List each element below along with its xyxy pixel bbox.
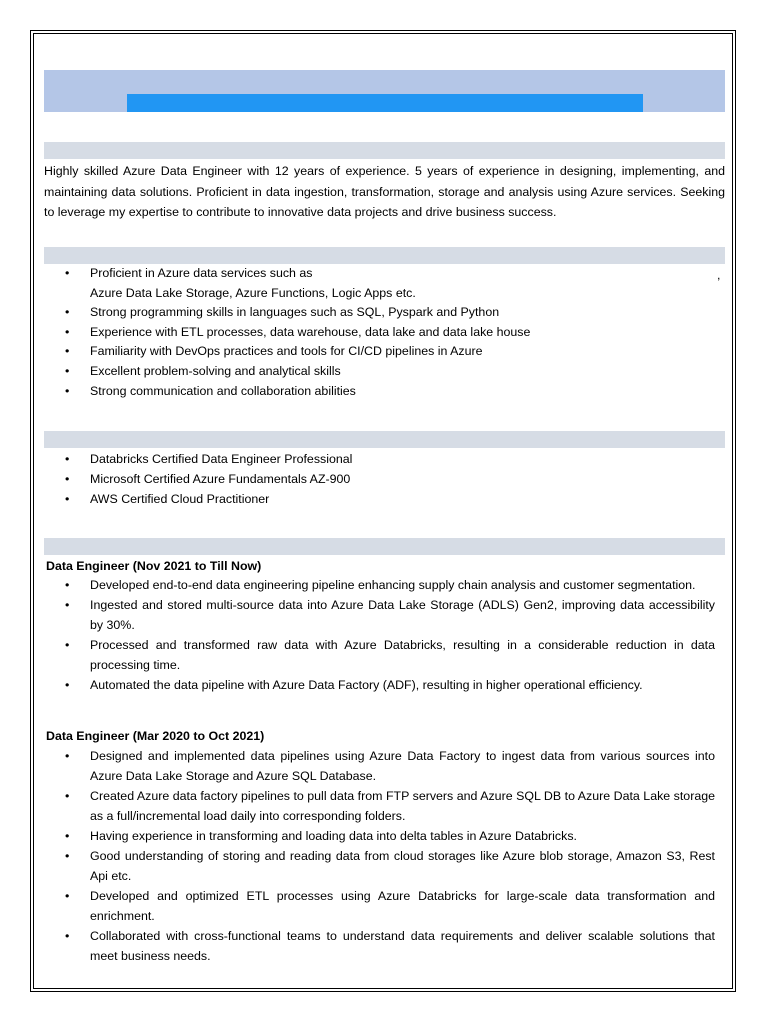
certifications-list bbox=[44, 449, 725, 509]
job-bullets bbox=[44, 746, 725, 966]
list-item: • Strong communication and collaboration abilities bbox=[44, 382, 725, 402]
job-title: Data Engineer (Nov 2021 to Till Now) bbox=[46, 559, 262, 573]
summary-text: Highly skilled Azure Data Engineer with 12 years of experience. 5 years of experience in designing, implementing, and maintaining data solutions. Proficient in data ingestion, transformation, storage and analysis using Azure services. Seeking to leverage my expertise to contribute to innovative data projects and drive business success. bbox=[44, 164, 725, 219]
section-band-skills bbox=[44, 247, 725, 264]
job-title: Data Engineer (Mar 2020 to Oct 2021) bbox=[46, 729, 265, 743]
list-item: • Ingested and stored multi-source data into Azure Data Lake Storage (ADLS) Gen2, improving data accessibility by 30%. bbox=[44, 595, 725, 635]
skills-list bbox=[44, 264, 725, 401]
section-band-experience bbox=[44, 538, 725, 555]
skill-item-text: Proficient in Azure data services such as bbox=[90, 266, 313, 280]
header-name-bar bbox=[127, 94, 643, 112]
list-item: • Good understanding of storing and reading data from cloud storages like Azure blob storage, Amazon S3, Rest Api etc. bbox=[44, 846, 725, 886]
list-item: • Databricks Certified Data Engineer Professional bbox=[44, 449, 725, 469]
list-item: • Created Azure data factory pipelines to pull data from FTP servers and Azure SQL DB to Azure Data Lake storage as a full/incremental load daily into corresponding folders. bbox=[44, 786, 725, 826]
section-band-summary bbox=[44, 142, 725, 159]
list-item: • Automated the data pipeline with Azure Data Factory (ADF), resulting in higher operational efficiency. bbox=[44, 675, 725, 695]
list-item: • Having experience in transforming and loading data into delta tables in Azure Databricks. bbox=[44, 826, 725, 846]
list-item: • Experience with ETL processes, data warehouse, data lake and data lake house bbox=[44, 323, 725, 343]
list-item: • Strong programming skills in languages such as SQL, Pyspark and Python bbox=[44, 303, 725, 323]
section-band-certifications bbox=[44, 431, 725, 448]
list-item: • Designed and implemented data pipelines using Azure Data Factory to ingest data from various sources into Azure Data Lake Storage and Azure SQL Database. bbox=[44, 746, 725, 786]
list-item: • Excellent problem-solving and analytical skills bbox=[44, 362, 725, 382]
list-item: • Collaborated with cross-functional teams to understand data requirements and deliver scalable solutions that meet business needs. bbox=[44, 926, 725, 966]
list-item: • AWS Certified Cloud Practitioner bbox=[44, 489, 725, 509]
list-item: • Developed and optimized ETL processes using Azure Databricks for large-scale data transformation and enrichment. bbox=[44, 886, 725, 926]
list-item: • Developed end-to-end data engineering pipeline enhancing supply chain analysis and customer segmentation. bbox=[44, 575, 725, 595]
job-bullets bbox=[44, 575, 725, 695]
list-item: • Microsoft Certified Azure Fundamentals AZ-900 bbox=[44, 469, 725, 489]
skill-item-continuation: Azure Data Lake Storage, Azure Functions, Logic Apps etc. bbox=[90, 285, 416, 300]
list-item: • Processed and transformed raw data with Azure Databricks, resulting in a considerable reduction in data processing time. bbox=[44, 635, 725, 675]
list-item bbox=[44, 264, 725, 303]
list-item: • Familiarity with DevOps practices and tools for CI/CD pipelines in Azure bbox=[44, 342, 725, 362]
stray-comma: , bbox=[717, 268, 721, 282]
